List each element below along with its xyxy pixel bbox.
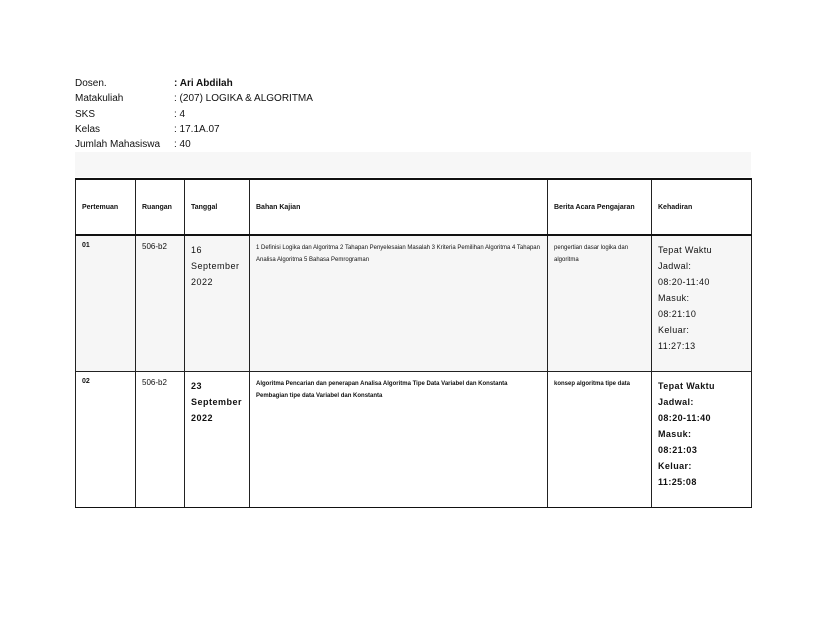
info-row-dosen xyxy=(75,76,313,91)
table-row xyxy=(76,235,752,372)
masuk-value: 08:21:03 xyxy=(658,445,698,455)
header-kehadiran: Kehadiran xyxy=(652,179,752,235)
jadwal-label: Jadwal: xyxy=(658,397,694,407)
header-bahan-kajian: Bahan Kajian xyxy=(250,179,548,235)
cell-kehadiran xyxy=(652,235,752,372)
info-row-jumlah-mahasiswa xyxy=(75,137,313,152)
masuk-label: Masuk: xyxy=(658,429,692,439)
cell-tanggal: 16 September 2022 xyxy=(185,235,250,372)
keluar-label: Keluar: xyxy=(658,325,690,335)
attendance-status: Tepat Waktu xyxy=(658,381,715,391)
cell-ruangan: 506-b2 xyxy=(136,372,185,508)
info-row-sks xyxy=(75,107,313,122)
header-berita-acara: Berita Acara Pengajaran xyxy=(548,179,652,235)
cell-bahan-kajian: 1 Definisi Logika dan Algoritma 2 Tahapan Penyelesaian Masalah 3 Kriteria Pemilihan Algoritma 4 Tahapan Analisa Algoritma 5 Bahasa Pemrograman xyxy=(250,235,548,372)
keluar-value: 11:27:13 xyxy=(658,341,696,351)
jadwal-label: Jadwal: xyxy=(658,261,692,271)
attendance-table xyxy=(75,178,752,508)
info-label: Jumlah Mahasiswa xyxy=(75,139,161,151)
header-tanggal: Tanggal xyxy=(185,179,250,235)
cell-tanggal: 23 September 2022 xyxy=(185,372,250,508)
info-label: Matakuliah xyxy=(75,93,124,105)
info-label: Dosen. xyxy=(75,78,107,89)
cell-berita-acara: konsep algoritma tipe data xyxy=(548,372,652,508)
cell-kehadiran xyxy=(652,372,752,508)
cell-pertemuan: 01 xyxy=(76,235,136,372)
header-spacer xyxy=(75,152,751,177)
masuk-label: Masuk: xyxy=(658,293,690,303)
info-row-kelas xyxy=(75,122,313,137)
jadwal-value: 08:20-11:40 xyxy=(658,277,710,287)
info-value: : (207) LOGIKA & ALGORITMA xyxy=(174,93,313,105)
keluar-value: 11:25:08 xyxy=(658,477,697,487)
header-ruangan: Ruangan xyxy=(136,179,185,235)
jadwal-value: 08:20-11:40 xyxy=(658,413,711,423)
masuk-value: 08:21:10 xyxy=(658,309,697,319)
info-value: : 40 xyxy=(174,139,191,151)
course-info xyxy=(75,76,313,152)
attendance-status: Tepat Waktu xyxy=(658,245,713,255)
info-label: Kelas xyxy=(75,123,101,135)
header-pertemuan: Pertemuan xyxy=(76,179,136,235)
info-value: : 17.1A.07 xyxy=(174,123,220,135)
keluar-label: Keluar: xyxy=(658,461,692,471)
table-row xyxy=(76,372,752,508)
info-value: : 4 xyxy=(174,108,186,120)
info-label: SKS xyxy=(75,108,96,120)
table-header-row xyxy=(76,179,752,235)
cell-berita-acara: pengertian dasar logika dan algoritma xyxy=(548,235,652,372)
cell-bahan-kajian: Algoritma Pencarian dan penerapan Analisa Algoritma Tipe Data Variabel dan Konstanta Pembagian tipe data Variabel dan Konstanta xyxy=(250,372,548,508)
info-row-matakuliah xyxy=(75,91,313,106)
cell-ruangan: 506-b2 xyxy=(136,235,185,372)
info-value: : Ari Abdilah xyxy=(174,78,233,89)
cell-pertemuan: 02 xyxy=(76,372,136,508)
